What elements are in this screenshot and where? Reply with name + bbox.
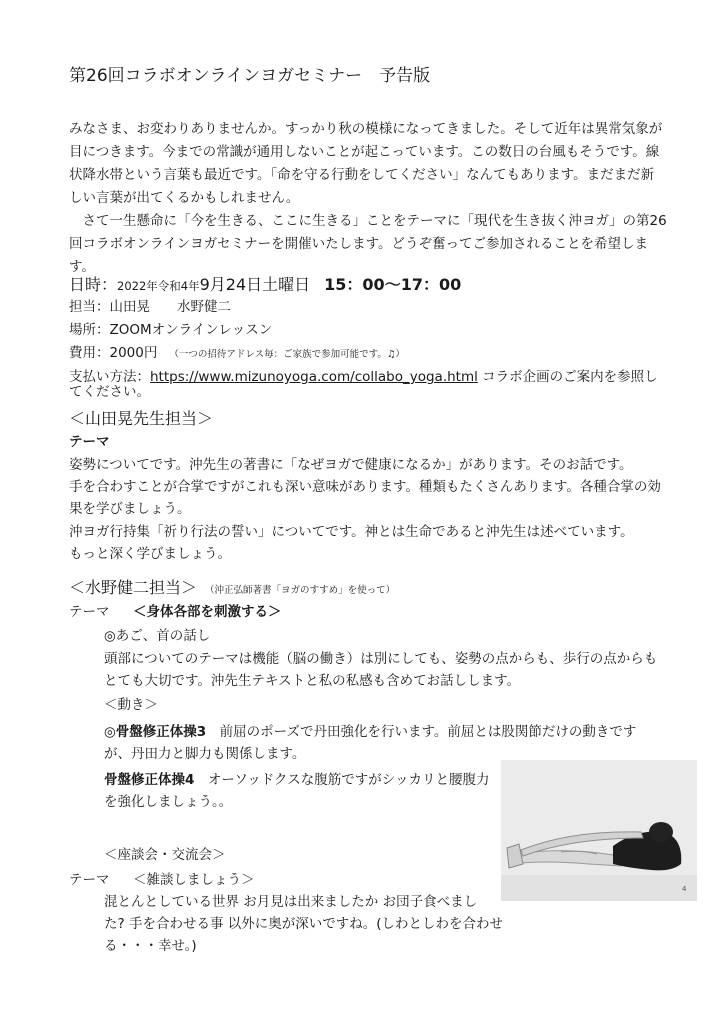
- yoga-pose-figure: [501, 760, 697, 901]
- exercise-3-text: 前屈のポーズで丹田強化を行います。前屈とは股関節だけの動きです: [206, 724, 637, 740]
- event-fee: [69, 342, 405, 366]
- yamada-line: 果を学びましょう。: [69, 501, 191, 517]
- payment-link[interactable]: https://www.mizunoyoga.com/collabo_yoga.html: [150, 369, 478, 385]
- fee-note: （一つの招待アドレス毎：ご家族で参加可能です。♫）: [169, 349, 405, 360]
- mizuno-theme-label: テーマ: [69, 604, 123, 620]
- intro-line: 目につきます。今までの常識が通用しないことが起こっています。この数日の台風もそうです。線: [69, 144, 660, 160]
- intro-line: 状降水帯という言葉も最近です。「命を守る行動をしてください」なんてもあります。まだまだ新: [69, 167, 655, 183]
- intro-line: みなさま、お変わりありませんか。すっかり秋の模様になってきました。そして近年は異常気象が: [69, 121, 663, 137]
- event-staff: 担当：山田晃 水野健二: [69, 299, 231, 315]
- payment-suffix: コラボ企画のご案内を参照し: [477, 369, 658, 385]
- exercise-3-line2: が、丹田力と脚力も関係します。: [104, 746, 306, 762]
- exercise-mark: ◎: [104, 724, 116, 740]
- intro-line: しい言葉が出てくるかもしれません。: [69, 190, 300, 206]
- sub-heading-chin-neck: ◎あご、首の話し: [104, 628, 211, 644]
- yamada-line: もっと深く学びましょう。: [69, 546, 231, 562]
- payment-line2: てください。: [69, 384, 150, 400]
- yamada-line: 姿勢についてです。沖先生の著書に「なぜヨガで健康になるか」があります。そのお話です。: [69, 457, 633, 473]
- intro-line: す。: [69, 259, 95, 275]
- intro-line: さて一生懸命に「今を生きる、ここに生きる」ことをテーマに「現代を生き抜く沖ヨガ」の第26: [69, 213, 667, 229]
- event-date: [69, 272, 461, 299]
- yamada-line: 沖ヨガ行持集「祈り行法の誓い」についてです。神とは生命であると沖先生は述べています。: [69, 524, 634, 540]
- date-year: 2022年令和4年: [117, 279, 200, 293]
- date-label: 日時：: [69, 275, 118, 294]
- event-time: 15：00〜17：00: [324, 275, 462, 294]
- mizuno-heading-note: （沖正弘師著書「ヨガのすすめ」を使って）: [205, 585, 396, 596]
- theme2-line: た? 手を合わせる事 以外に奥が深いですね。(しわとしわを合わせ: [104, 916, 504, 932]
- page-title: 第26回コラボオンラインヨガセミナー 予告版: [69, 66, 431, 86]
- mizuno-theme-title: ＜身体各部を刺激する＞: [133, 604, 282, 620]
- mizuno-line: 頭部についてのテーマは機能（脳の働き）は別にしても、姿勢の点からも、歩行の点からも: [104, 651, 658, 667]
- mizuno-heading-row: [69, 577, 395, 602]
- intro-line: 回コラボオンラインヨガセミナーを開催いたします。どうぞ奮ってご参加されることを希望しま: [69, 236, 649, 252]
- exercise-3: [104, 721, 636, 743]
- theme2-label: テーマ: [69, 872, 123, 888]
- mizuno-theme: [69, 601, 282, 623]
- date-main: 9月24日土曜日: [199, 275, 311, 294]
- theme2-line: る・・・幸せ。): [104, 938, 197, 954]
- yamada-theme-label: テーマ: [69, 434, 110, 450]
- exercise-4-text: オーソッドクスな腹筋ですがシッカリと腰腹力: [194, 772, 490, 788]
- talk-heading: ＜座談会・交流会＞: [104, 847, 226, 863]
- payment-label: 支払い方法：: [69, 369, 150, 385]
- mizuno-heading: ＜水野健二担当＞: [69, 578, 198, 597]
- photo-page-number: 4: [682, 885, 687, 893]
- fee-value: 費用：2000円: [69, 345, 158, 361]
- theme2-title: ＜雑談しましょう＞: [133, 872, 255, 888]
- event-place: 場所：ZOOMオンラインレッスン: [69, 322, 273, 338]
- movement-heading: ＜動き＞: [104, 697, 158, 713]
- exercise-4-line2: を強化しましょう。。: [104, 794, 233, 810]
- payment-method: [69, 366, 658, 388]
- yamada-line: 手を合わすことが合掌ですがこれも深い意味があります。種類もたくさんあります。各種合掌の効: [69, 479, 661, 495]
- yamada-heading: ＜山田晃先生担当＞: [69, 409, 214, 428]
- mizuno-line: とても大切です。沖先生テキストと私の私感も含めてお話しします。: [104, 673, 521, 689]
- theme2: [69, 869, 255, 891]
- exercise-4-name: 骨盤修正体操4: [104, 772, 195, 788]
- theme2-line: 混とんとしている世界 お月見は出来ましたか お団子食べまし: [104, 894, 478, 910]
- exercise-4: [104, 769, 490, 791]
- yoga-pose-photo: [501, 760, 697, 901]
- exercise-3-name: 骨盤修正体操3: [115, 724, 207, 740]
